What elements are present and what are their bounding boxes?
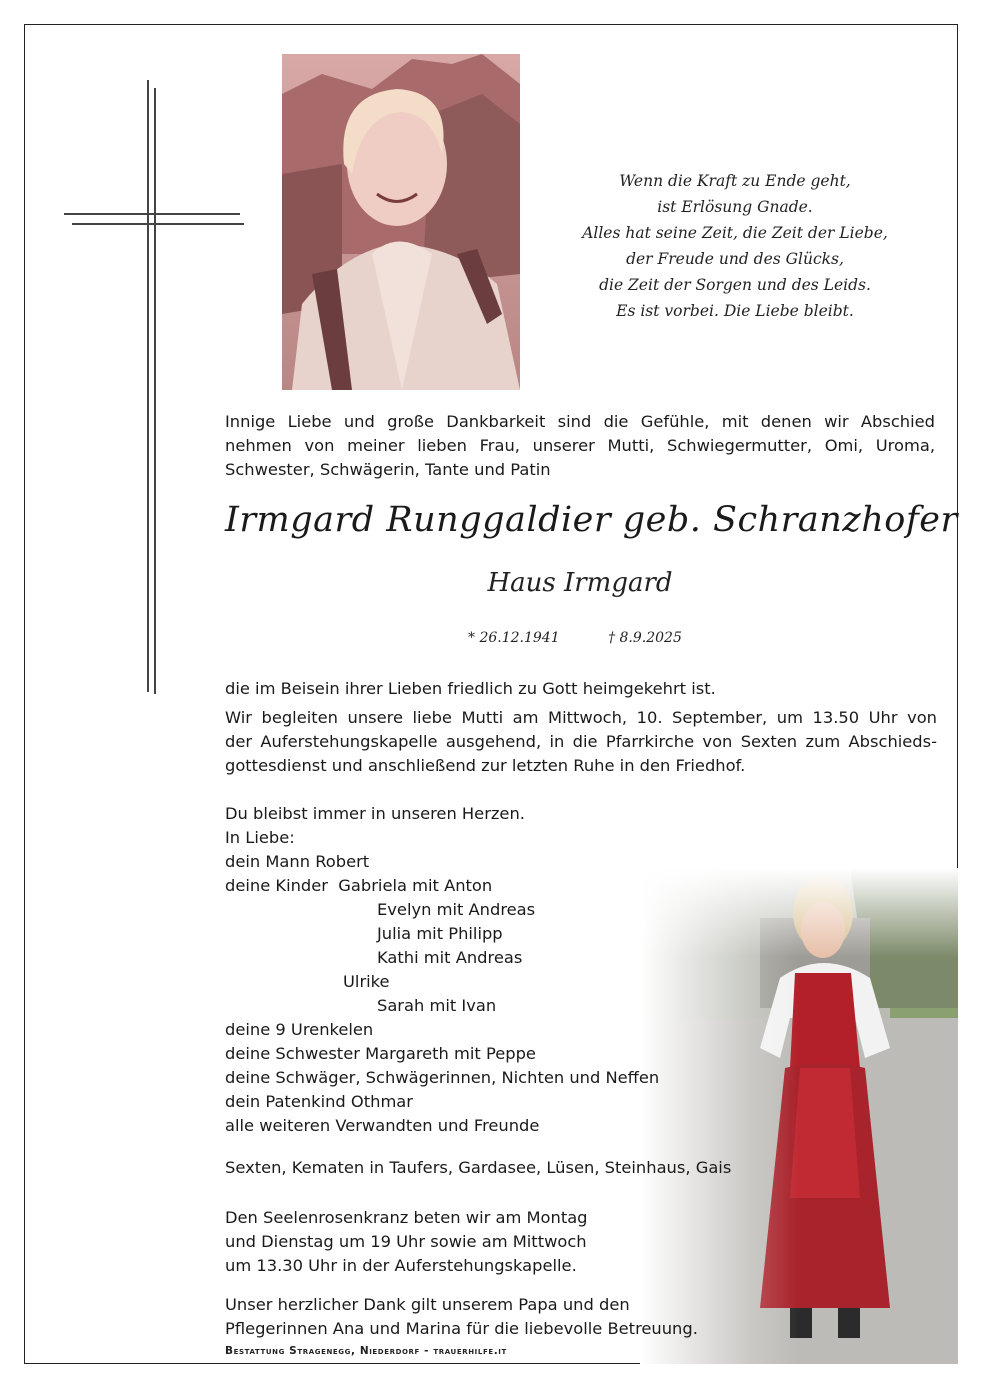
intro-line: Innige Liebe und große Dankbarkeit sind die Gefühle, mit denen wir Abschied: [225, 412, 935, 431]
mourners-line: dein Patenkind Othmar: [225, 1092, 413, 1111]
passed-text: [225, 677, 716, 701]
house-name: Haus Irmgard: [487, 568, 673, 598]
intro-line: Schwester, Schwägerin, Tante und Patin: [225, 460, 551, 479]
full-body-photo: [640, 868, 958, 1364]
mourners-line: alle weiteren Verwandten und Freunde: [225, 1116, 540, 1135]
poem: [560, 168, 910, 324]
rosary-line: und Dienstag um 19 Uhr sowie am Mittwoch: [225, 1232, 587, 1251]
mourners-line: Kathi mit Andreas: [377, 948, 523, 967]
rosary-line: Den Seelenrosenkranz beten wir am Montag: [225, 1208, 588, 1227]
life-dates: [468, 630, 682, 646]
funeral-line: der Auferstehungskapelle ausgehend, in die Pfarrkirche von Sexten zum Abschieds-: [225, 732, 937, 751]
footer-credit: Bestattung Stragenegg, Niederdorf - trauerhilfe.it: [225, 1345, 507, 1357]
mourners-line: Julia mit Philipp: [377, 924, 503, 943]
places-text: [225, 1156, 731, 1180]
rosary-paragraph: [225, 1206, 588, 1278]
intro-paragraph: [225, 410, 935, 482]
poem-line: Es ist vorbei. Die Liebe bleibt.: [616, 302, 854, 320]
mourners-line: dein Mann Robert: [225, 852, 370, 871]
death-date: † 8.9.2025: [608, 630, 682, 646]
rosary-line: um 13.30 Uhr in der Auferstehungskapelle.: [225, 1256, 577, 1275]
passed-line: die im Beisein ihrer Lieben friedlich zu Gott heimgekehrt ist.: [225, 679, 716, 698]
mourners-line: Ulrike: [343, 972, 390, 991]
funeral-line: Wir begleiten unsere liebe Mutti am Mittwoch, 10. September, um 13.50 Uhr von: [225, 708, 937, 727]
mourners-line: In Liebe:: [225, 828, 295, 847]
mourners-line: Sarah mit Ivan: [377, 996, 497, 1015]
thanks-line: Unser herzlicher Dank gilt unserem Papa und den: [225, 1295, 630, 1314]
thanks-paragraph: [225, 1293, 698, 1341]
mourners-line: Evelyn mit Andreas: [377, 900, 536, 919]
mourners-line: Du bleibst immer in unseren Herzen.: [225, 804, 525, 823]
poem-line: ist Erlösung Gnade.: [657, 198, 813, 216]
thanks-line: Pflegerinnen Ana und Marina für die liebevolle Betreuung.: [225, 1319, 698, 1338]
places-line: Sexten, Kematen in Taufers, Gardasee, Lüsen, Steinhaus, Gais: [225, 1158, 732, 1177]
poem-line: die Zeit der Sorgen und des Leids.: [599, 276, 871, 294]
funeral-paragraph: [225, 706, 937, 778]
portrait-photo: [282, 54, 520, 390]
poem-line: Wenn die Kraft zu Ende geht,: [619, 172, 851, 190]
mourners-list: [225, 802, 659, 1138]
poem-line: der Freude und des Glücks,: [626, 250, 844, 268]
intro-line: nehmen von meiner lieben Frau, unserer Mutti, Schwiegermutter, Omi, Uroma,: [225, 436, 935, 455]
funeral-line: gottesdienst und anschließend zur letzten Ruhe in den Friedhof.: [225, 756, 746, 775]
mourners-line: deine Schwester Margareth mit Peppe: [225, 1044, 536, 1063]
mourners-line: deine 9 Urenkelen: [225, 1020, 374, 1039]
poem-line: Alles hat seine Zeit, die Zeit der Liebe,: [582, 224, 888, 242]
birth-date: * 26.12.1941: [468, 630, 560, 646]
deceased-name: Irmgard Runggaldier geb. Schranzhofer: [225, 500, 958, 540]
mourners-line: deine Schwäger, Schwägerinnen, Nichten und Neffen: [225, 1068, 660, 1087]
mourners-line: deine Kinder Gabriela mit Anton: [225, 876, 493, 895]
